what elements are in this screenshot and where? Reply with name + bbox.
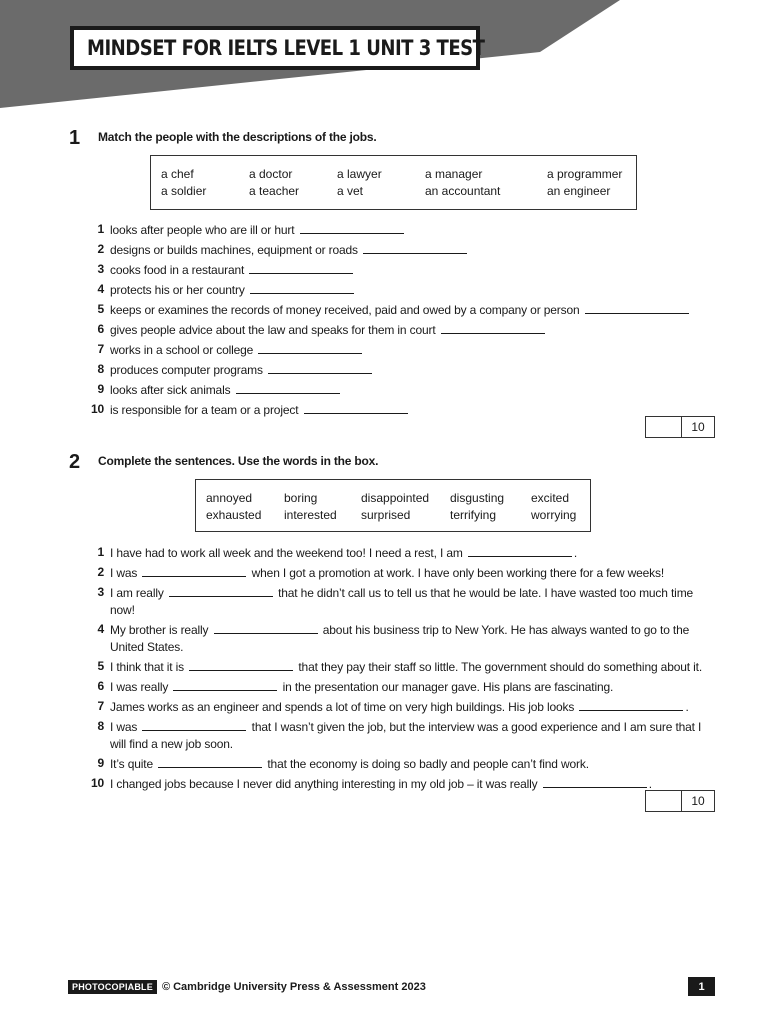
score-total: 10 (691, 420, 705, 434)
question-text: I was (110, 720, 138, 734)
question-number: 5 (97, 302, 104, 316)
question-item (88, 281, 698, 299)
photocopiable-label: PHOTOCOPIABLE (68, 980, 157, 994)
section-1-score-box (645, 416, 715, 438)
question-number: 1 (97, 222, 104, 236)
question-text: produces computer programs (110, 363, 263, 377)
question-text: I have had to work all week and the weekend too! I need a rest, I am (110, 546, 463, 560)
question-item (88, 544, 720, 562)
question-text: I was really (110, 680, 169, 694)
question-text-after: . (648, 777, 652, 791)
question-item (88, 321, 698, 339)
question-item (88, 755, 720, 773)
question-text: is responsible for a team or a project (110, 403, 299, 417)
question-item (88, 381, 698, 399)
section-2-score-box (645, 790, 715, 812)
answer-blank[interactable] (363, 241, 467, 254)
question-text-after: when I got a promotion at work. I have only been working there for a few weeks! (251, 566, 665, 580)
word-box-word: a chef (161, 167, 194, 181)
section-1-instruction: Match the people with the descriptions of the jobs. (98, 130, 377, 144)
answer-blank[interactable] (236, 381, 340, 394)
question-text-after: . (685, 700, 689, 714)
question-item (88, 261, 698, 279)
question-text-after: . (573, 546, 578, 560)
question-item (88, 718, 720, 753)
question-item (88, 584, 720, 619)
question-number: 4 (97, 622, 104, 636)
question-number: 7 (97, 342, 104, 356)
question-item (88, 341, 698, 359)
question-text-after: that they pay their staff so little. The government should do something about it. (298, 660, 703, 674)
question-text: James works as an engineer and spends a lot of time on very high buildings. His job looks (110, 700, 575, 714)
question-text-after: that I wasn’t given the job, but the interview was a good experience and I am sure that I will find a new job soon. (110, 720, 702, 751)
question-number: 9 (97, 756, 104, 770)
question-number: 4 (97, 282, 104, 296)
question-number: 2 (97, 242, 104, 256)
question-text-after: in the presentation our manager gave. His plans are fascinating. (282, 680, 614, 694)
question-item (88, 361, 698, 379)
answer-blank[interactable] (468, 544, 572, 557)
word-box-word: terrifying (450, 508, 497, 522)
answer-blank[interactable] (268, 361, 372, 374)
word-box-word: an engineer (547, 184, 611, 198)
question-text-after: that he didn’t call us to tell us that he would be late. I have wasted too much time now! (110, 586, 694, 617)
answer-blank[interactable] (441, 321, 545, 334)
question-text: keeps or examines the records of money received, paid and owed by a company or person (110, 303, 580, 317)
question-number: 9 (97, 382, 104, 396)
question-item (88, 658, 720, 676)
word-box-word: disgusting (450, 491, 505, 505)
word-box-word: excited (531, 491, 570, 505)
question-text: gives people advice about the law and speaks for them in court (110, 323, 436, 337)
section-1-word-box (150, 155, 637, 210)
score-total: 10 (691, 794, 705, 808)
question-number: 7 (97, 699, 104, 713)
question-number: 5 (97, 659, 104, 673)
question-text: looks after people who are ill or hurt (110, 223, 295, 237)
word-box-word: surprised (361, 508, 411, 522)
word-box-word: worrying (531, 508, 577, 522)
answer-blank[interactable] (579, 698, 683, 711)
answer-blank[interactable] (173, 678, 277, 691)
word-box-word: a manager (425, 167, 483, 181)
question-number: 10 (90, 402, 104, 416)
question-number: 2 (97, 565, 104, 579)
question-item (88, 698, 720, 716)
word-box-word: boring (284, 491, 318, 505)
page-number: 1 (688, 977, 715, 996)
question-text: designs or builds machines, equipment or roads (110, 243, 358, 257)
answer-blank[interactable] (543, 775, 647, 788)
answer-blank[interactable] (258, 341, 362, 354)
question-number: 8 (97, 362, 104, 376)
word-box-word: interested (284, 508, 337, 522)
question-number: 6 (97, 322, 104, 336)
section-2-number: 2 (69, 451, 81, 473)
title-box (70, 26, 485, 70)
answer-blank[interactable] (300, 221, 404, 234)
question-item (88, 401, 698, 419)
answer-blank[interactable] (250, 281, 354, 294)
question-text-after: that the economy is doing so badly and people can’t find work. (267, 757, 589, 771)
section-1-number: 1 (69, 127, 81, 149)
score-entry[interactable] (646, 417, 682, 437)
question-number: 8 (97, 719, 104, 733)
word-box-word: a programmer (547, 167, 623, 181)
page-title: MINDSET FOR IELTS LEVEL 1 UNIT 3 TEST (87, 36, 485, 60)
answer-blank[interactable] (249, 261, 353, 274)
question-text: I was (110, 566, 138, 580)
question-item (88, 241, 698, 259)
word-box-word: a soldier (161, 184, 207, 198)
question-number: 1 (97, 545, 104, 559)
answer-blank[interactable] (304, 401, 408, 414)
question-number: 6 (97, 679, 104, 693)
question-number: 3 (97, 262, 104, 276)
question-text: protects his or her country (110, 283, 245, 297)
question-text: I am really (110, 586, 164, 600)
question-text: My brother is really (110, 623, 209, 637)
answer-blank[interactable] (189, 658, 293, 671)
word-box-word: exhausted (206, 508, 262, 522)
section-2-word-box (195, 479, 591, 532)
word-box-word: a vet (337, 184, 364, 198)
answer-blank[interactable] (142, 718, 246, 731)
word-box-word: an accountant (425, 184, 501, 198)
copyright-notice: © Cambridge University Press & Assessment 2023 (161, 980, 426, 993)
section-2-instruction: Complete the sentences. Use the words in the box. (98, 454, 379, 468)
question-text: looks after sick animals (110, 383, 231, 397)
question-item (88, 564, 720, 582)
question-text: cooks food in a restaurant (110, 263, 245, 277)
word-box-word: a teacher (249, 184, 300, 198)
question-text: I think that it is (110, 660, 184, 674)
question-text: works in a school or college (110, 343, 254, 357)
answer-blank[interactable] (585, 301, 689, 314)
question-text: It’s quite (110, 757, 153, 771)
answer-blank[interactable] (142, 564, 246, 577)
question-number: 10 (90, 776, 104, 790)
word-box-word: a lawyer (337, 167, 382, 181)
question-item (88, 301, 698, 319)
question-text: I changed jobs because I never did anything interesting in my old job – it was really (110, 777, 538, 791)
question-item (88, 775, 720, 793)
question-item (88, 678, 720, 696)
footer (68, 979, 426, 994)
answer-blank[interactable] (214, 621, 318, 634)
question-text-after: about his business trip to New York. He has always wanted to go to the United States. (110, 623, 690, 654)
answer-blank[interactable] (169, 584, 273, 597)
answer-blank[interactable] (158, 755, 262, 768)
score-entry[interactable] (646, 791, 682, 811)
word-box-word: a doctor (249, 167, 293, 181)
section-2-items (88, 544, 720, 795)
word-box-word: annoyed (206, 491, 253, 505)
question-item (88, 221, 698, 239)
question-item (88, 621, 720, 656)
question-number: 3 (97, 585, 104, 599)
section-1-items (88, 221, 698, 421)
word-box-word: disappointed (361, 491, 430, 505)
